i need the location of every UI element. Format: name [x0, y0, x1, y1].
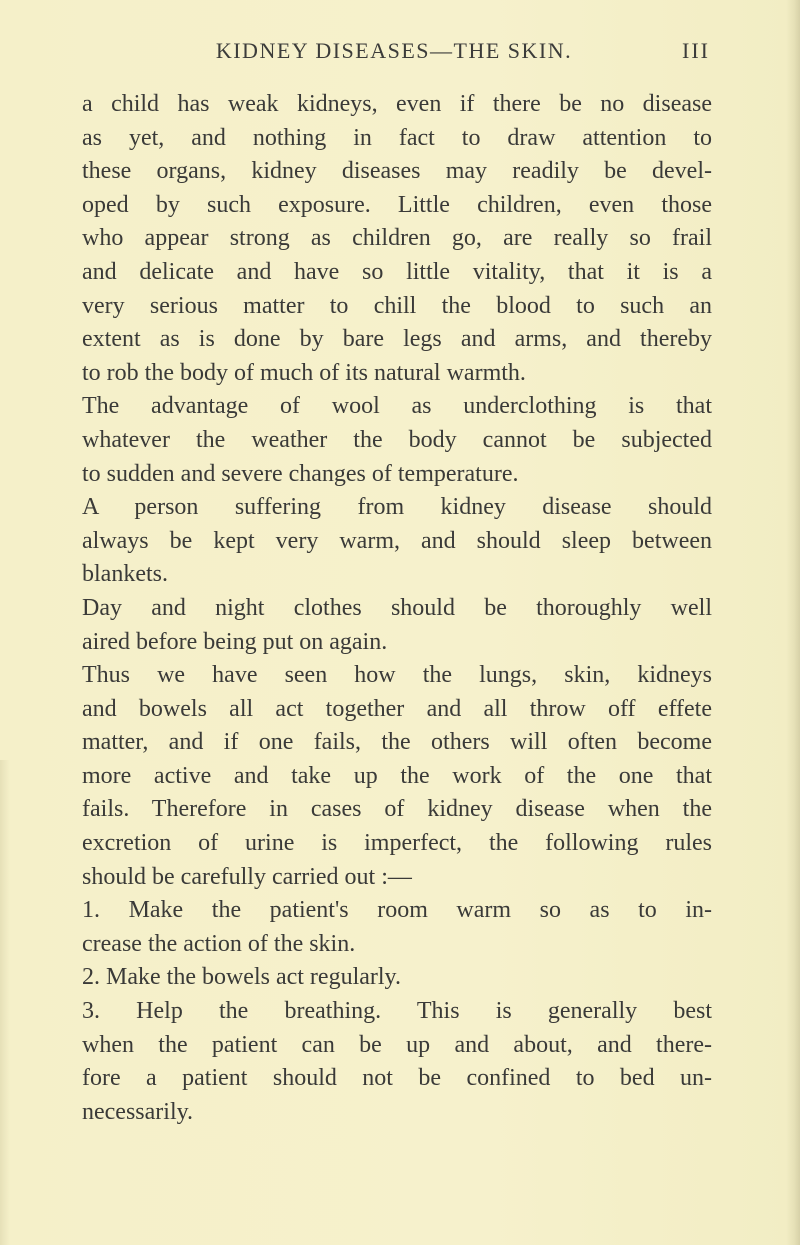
- text-line: extent as is done by bare legs and arms, and thereby: [82, 326, 712, 353]
- text-line: The advantage of wool as underclothing is that: [82, 393, 712, 420]
- text-line: 1. Make the patient's room warm so as to in-: [82, 897, 712, 924]
- text-line: fore a patient should not be confined to bed un-: [82, 1065, 712, 1092]
- text-line: matter, and if one fails, the others will often become: [82, 729, 712, 756]
- text-line: as yet, and nothing in fact to draw attention to: [82, 124, 712, 151]
- text-line: fails. Therefore in cases of kidney disease when the: [82, 796, 712, 823]
- text-line: very serious matter to chill the blood to such an: [82, 292, 712, 319]
- text-line: crease the action of the skin.: [82, 930, 356, 957]
- text-line: whatever the weather the body cannot be subjected: [82, 426, 712, 453]
- text-line: should be carefully carried out :—: [82, 863, 412, 890]
- text-line: when the patient can be up and about, and there-: [82, 1031, 712, 1058]
- text-line: A person suffering from kidney disease should: [82, 494, 712, 521]
- text-line: Thus we have seen how the lungs, skin, kidneys: [82, 662, 712, 689]
- running-title: KIDNEY DISEASES—THE SKIN.: [215, 38, 573, 63]
- text-line: who appear strong as children go, are really so frail: [82, 225, 712, 252]
- text-line: to rob the body of much of its natural warmth.: [82, 359, 526, 386]
- page-number: III: [682, 38, 710, 63]
- text-line: always be kept very warm, and should sleep between: [82, 527, 712, 554]
- text-line: excretion of urine is imperfect, the following rules: [82, 830, 712, 857]
- running-head: [78, 38, 710, 68]
- page-edge-shadow: [0, 760, 10, 1245]
- text-line: oped by such exposure. Little children, even those: [82, 191, 712, 218]
- text-line: 2. Make the bowels act regularly.: [82, 964, 401, 991]
- text-line: and delicate and have so little vitality, that it is a: [82, 258, 712, 285]
- text-line: these organs, kidney diseases may readily be devel-: [82, 158, 712, 185]
- text-line: to sudden and severe changes of temperature.: [82, 460, 519, 487]
- text-line: Day and night clothes should be thoroughly well: [82, 594, 712, 621]
- text-line: aired before being put on again.: [82, 628, 388, 655]
- text-line: 3. Help the breathing. This is generally best: [82, 998, 712, 1025]
- text-line: and bowels all act together and all throw off effete: [82, 695, 712, 722]
- page-gutter-shadow: [786, 0, 800, 1245]
- text-line: more active and take up the work of the one that: [82, 762, 712, 789]
- text-line: blankets.: [82, 561, 168, 588]
- text-line: necessarily.: [82, 1098, 194, 1125]
- text-line: a child has weak kidneys, even if there be no disease: [82, 91, 712, 117]
- body-text: [82, 88, 712, 1129]
